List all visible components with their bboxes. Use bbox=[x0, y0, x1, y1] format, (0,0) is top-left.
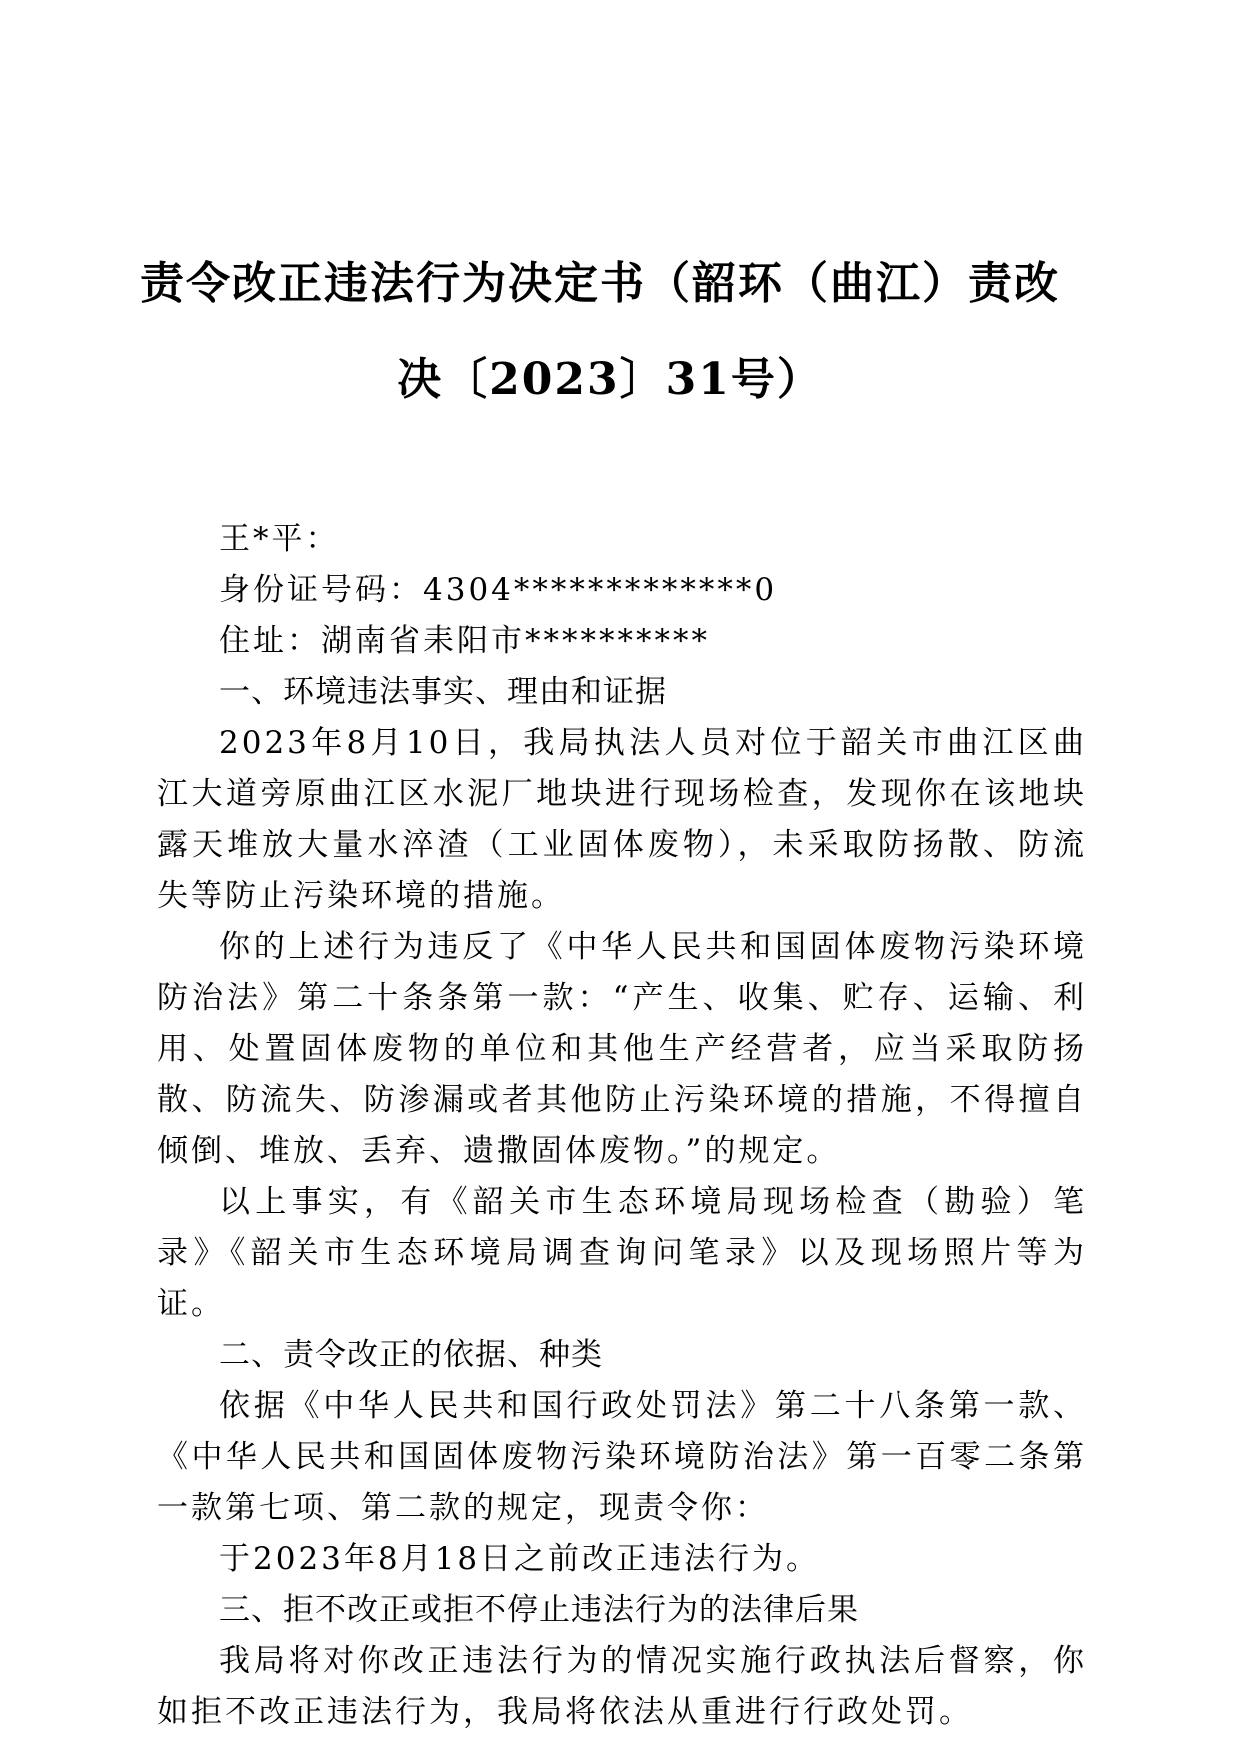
section-3-paragraph-1: 我局将对你改正违法行为的情况实施行政执法后督察，你如拒不改正违法行为，我局将依法从重进行行政处罚。 bbox=[157, 1643, 1087, 1730]
document-title-line-1: 责令改正违法行为决定书（韶环（曲江）责改 bbox=[140, 258, 1060, 309]
section-1-paragraph-3: 以上事实，有《韶关市生态环境局现场检查（勘验）笔录》《韶关市生态环境局调查询问笔录》以及现场照片等为证。 bbox=[157, 1184, 1087, 1322]
section-2-paragraph-1: 依据《中华人民共和国行政处罚法》第二十八条第一款、《中华人民共和国固体废物污染环境防治法》第一百零二条第一款第七项、第二款的规定，现责令你： bbox=[157, 1388, 1087, 1526]
section-2-heading: 二、责令改正的依据、种类 bbox=[219, 1337, 603, 1373]
section-3-heading: 三、拒不改正或拒不停止违法行为的法律后果 bbox=[219, 1592, 859, 1628]
section-2-paragraph-2: 于2023年8月18日之前改正违法行为。 bbox=[219, 1541, 821, 1577]
id-number: 身份证号码：4304*************0 bbox=[219, 572, 778, 608]
addressee: 王*平： bbox=[219, 521, 340, 557]
address: 住址：湖南省耒阳市********** bbox=[219, 623, 710, 659]
section-1-paragraph-2: 你的上述行为违反了《中华人民共和国固体废物污染环境防治法》第二十条条第一款：“产生、收集、贮存、运输、利用、处置固体废物的单位和其他生产经营者，应当采取防扬散、防流失、防渗漏或者其他防止污染环境的措施，不得擅自倾倒、堆放、丢弃、遗撒固体废物。”的规定。 bbox=[157, 929, 1087, 1169]
section-1-paragraph-1: 2023年8月10日，我局执法人员对位于韶关市曲江区曲江大道旁原曲江区水泥厂地块进行现场检查，发现你在该地块露天堆放大量水淬渣（工业固体废物），未采取防扬散、防流失等防止污染环境的措施。 bbox=[157, 725, 1087, 914]
section-1-heading: 一、环境违法事实、理由和证据 bbox=[219, 674, 667, 710]
document-body bbox=[157, 514, 1087, 1738]
document-title-line-2: 决〔2023〕31号） bbox=[397, 354, 823, 405]
